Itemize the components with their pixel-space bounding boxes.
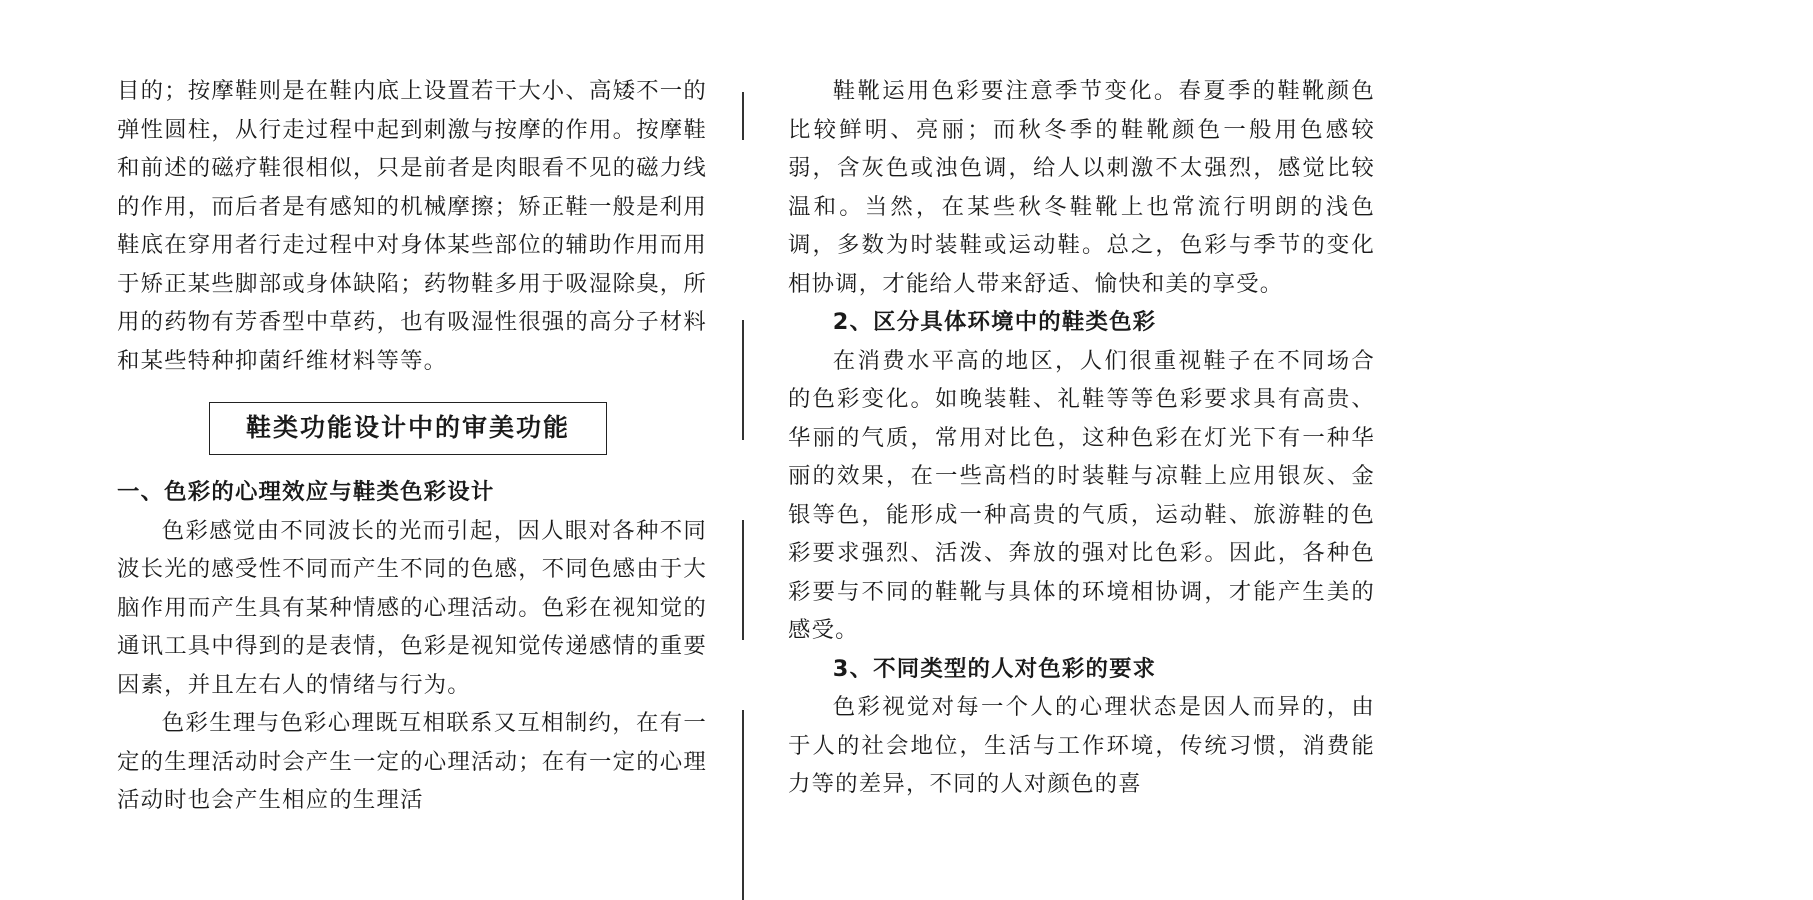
subheading-environment-color: 2、区分具体环境中的鞋类色彩 <box>832 309 1157 335</box>
boxed-section-title: 鞋类功能设计中的审美功能 <box>209 402 607 455</box>
right-paragraph-3: 色彩视觉对每一个人的心理状态是因人而异的，由于人的社会地位，生活与工作环境，传统习惯，消费能力等的差异，不同的人对颜色的喜 <box>788 694 1375 797</box>
subheading-people-color: 3、不同类型的人对色彩的要求 <box>832 655 1157 682</box>
section-heading-color-psychology: 一、色彩的心理效应与鞋类色彩设计 <box>117 479 495 505</box>
left-paragraph-1: 目的；按摩鞋则是在鞋内底上设置若干大小、高矮不一的弹性圆柱，从行走过程中起到刺激与按摩的作用。按摩鞋和前述的磁疗鞋很相似，只是前者是肉眼看不见的磁力线的作用，而后者是有感知的机械摩擦；矫正鞋一般是利用鞋底在穿用者行走过程中对身体某些部位的辅助作用而用于矫正某些脚部或身体缺陷；药物鞋多用于吸湿除臭，所用的药物有芳香型中草药，也有吸湿性很强的高分子材料和某些特种抑菌纤维材料等等。 <box>117 78 707 374</box>
left-paragraph-3: 色彩生理与色彩心理既互相联系又互相制约，在有一定的生理活动时会产生一定的心理活动；在有一定的心理活动时也会产生相应的生理活 <box>117 710 707 813</box>
left-paragraph-2: 色彩感觉由不同波长的光而引起，因人眼对各种不同波长光的感受性不同而产生不同的色感，不同色感由于大脑作用而产生具有某种情感的心理活动。色彩在视知觉的通讯工具中得到的是表情，色彩是视知觉传递感情的重要因素，并且左右人的情绪与行为。 <box>117 517 707 698</box>
right-paragraph-1: 鞋靴运用色彩要注意季节变化。春夏季的鞋靴颜色比较鲜明、亮丽；而秋冬季的鞋靴颜色一般用色感较弱，含灰色或浊色调，给人以刺激不太强烈，感觉比较温和。当然，在某些秋冬鞋靴上也常流行明朗的浅色调，多数为时装鞋或运动鞋。总之，色彩与季节的变化相协调，才能给人带来舒适、愉快和美的享受。 <box>788 78 1375 297</box>
right-column <box>788 72 1375 804</box>
divider-gap <box>738 140 748 320</box>
divider-gap <box>738 440 748 520</box>
left-column <box>117 72 707 820</box>
divider-gap <box>738 640 748 710</box>
right-paragraph-2: 在消费水平高的地区，人们很重视鞋子在不同场合的色彩变化。如晚装鞋、礼鞋等等色彩要求具有高贵、华丽的气质，常用对比色，这种色彩在灯光下有一种华丽的效果，在一些高档的时装鞋与凉鞋上应用银灰、金银等色，能形成一种高贵的气质，运动鞋、旅游鞋的色彩要求强烈、活泼、奔放的强对比色彩。因此，各种色彩要与不同的鞋靴与具体的环境相协调，才能产生美的感受。 <box>788 347 1375 643</box>
